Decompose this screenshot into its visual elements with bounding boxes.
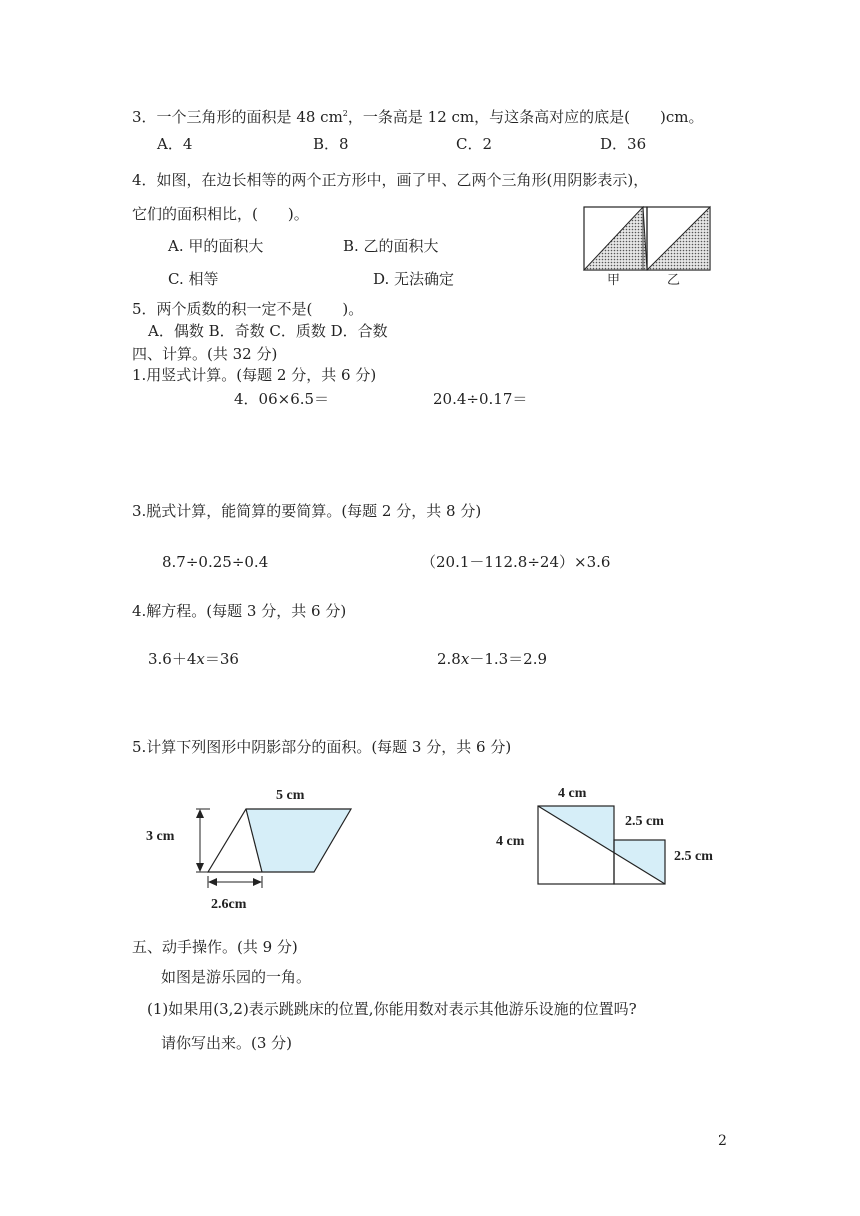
q4-option-d: D. 无法确定 xyxy=(373,270,455,288)
q4-option-a: A. 甲的面积大 xyxy=(168,237,264,255)
fig2-label-top: 4 cm xyxy=(558,786,587,801)
section4-title: 四、计算。(共 32 分) xyxy=(132,345,278,363)
calc-item-1: 4．06×6.5＝ xyxy=(234,390,330,408)
q3-option-c: C．2 xyxy=(456,135,493,153)
equation-2: 2.8x－1.3＝2.9 xyxy=(437,650,548,668)
equation-1: 3.6＋4x＝36 xyxy=(148,650,239,668)
q4-option-b: B. 乙的面积大 xyxy=(343,237,439,255)
section4-part3-title: 3.脱式计算，能简算的要简算。(每题 2 分，共 8 分) xyxy=(132,502,482,520)
fig1-label-height: 3 cm xyxy=(146,829,175,844)
q5-stem: 5．两个质数的积一定不是( )。 xyxy=(132,300,364,318)
fig2-label-left: 4 cm xyxy=(496,834,525,849)
stepcalc-item-1: 8.7÷0.25÷0.4 xyxy=(162,553,269,571)
page-number: 2 xyxy=(718,1133,727,1149)
section5-title: 五、动手操作。(共 9 分) xyxy=(132,938,298,956)
q4-stem-line1: 4．如图，在边长相等的两个正方形中，画了甲、乙两个三角形(用阴影表示)， xyxy=(132,171,649,189)
q4-stem-line2: 它们的面积相比，( )。 xyxy=(132,205,309,223)
q3-option-b: B．8 xyxy=(313,135,349,153)
section5-q1-line2: 请你写出来。(3 分) xyxy=(161,1034,293,1052)
q5-options: A．偶数 B．奇数 C．质数 D．合数 xyxy=(148,322,388,340)
q4-option-c: C. 相等 xyxy=(168,270,219,288)
stepcalc-item-2: （20.1－112.8÷24）×3.6 xyxy=(421,553,611,571)
section4-part5-title: 5.计算下列图形中阴影部分的面积。(每题 3 分，共 6 分) xyxy=(132,738,512,756)
figure-label-yi: 乙 xyxy=(667,273,681,288)
section4-part4-title: 4.解方程。(每题 3 分，共 6 分) xyxy=(132,602,347,620)
section5-intro: 如图是游乐园的一角。 xyxy=(161,968,312,986)
q3-option-d: D．36 xyxy=(600,135,647,153)
calc-item-2: 20.4÷0.17＝ xyxy=(433,390,528,408)
figure-label-jia: 甲 xyxy=(607,273,621,288)
q3-option-a: A．4 xyxy=(157,135,193,153)
fig1-label-top: 5 cm xyxy=(276,788,305,803)
fig2-label-small-top: 2.5 cm xyxy=(625,814,664,829)
section5-q1-line1: (1)如果用(3,2)表示跳跳床的位置,你能用数对表示其他游乐设施的位置吗? xyxy=(147,1000,637,1018)
fig1-label-base: 2.6cm xyxy=(211,897,247,912)
q3-stem: 3．一个三角形的面积是 48 $cm^2$，一条高是 12 cm，与这条高对应的底是( )cm。 xyxy=(132,108,704,126)
fig2-label-small-right: 2.5 cm xyxy=(674,849,713,864)
section4-part1-title: 1.用竖式计算。(每题 2 分，共 6 分) xyxy=(132,366,377,384)
